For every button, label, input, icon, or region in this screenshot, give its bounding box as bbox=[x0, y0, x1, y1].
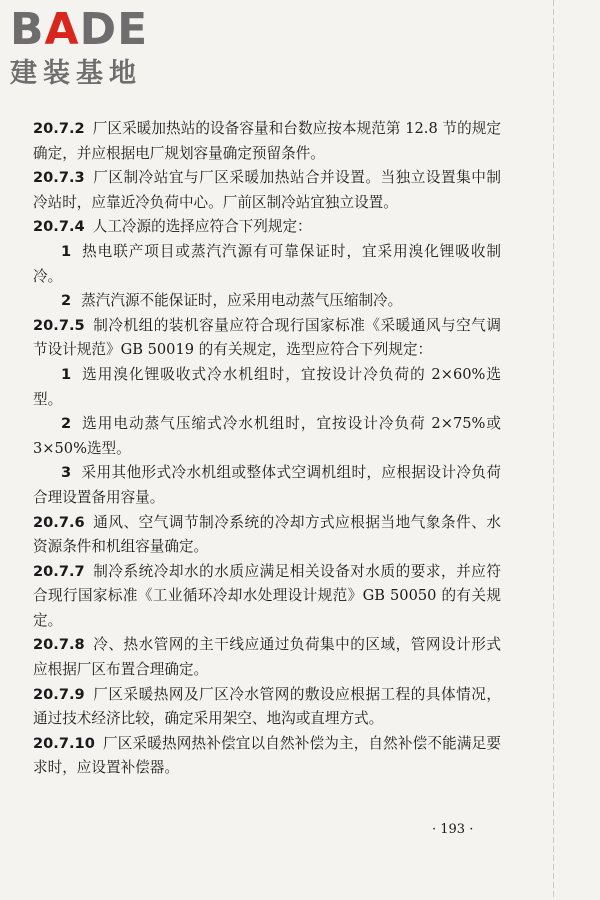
list-item bbox=[33, 412, 501, 461]
clause-paragraph bbox=[33, 732, 501, 781]
paragraph-text: 厂区采暖热网及厂区冷水管网的敷设应根据工程的具体情况，通过技术经济比较，确定采用架空、地沟或直埋方式。 bbox=[33, 685, 501, 728]
clause-number: 20.7.6 bbox=[33, 513, 85, 531]
paragraph-text: 厂区采暖热网热补偿宜以自然补偿为主，自然补偿不能满足要求时，应设置补偿器。 bbox=[33, 734, 501, 777]
clause-number: 20.7.9 bbox=[33, 685, 85, 703]
clause-paragraph bbox=[33, 215, 501, 240]
clause-number: 20.7.4 bbox=[33, 218, 85, 236]
clause-paragraph bbox=[33, 683, 501, 732]
list-item bbox=[33, 289, 501, 314]
paragraph-text: 冷、热水管网的主干线应通过负荷集中的区域，管网设计形式应根据厂区布置合理确定。 bbox=[33, 636, 501, 679]
clause-paragraph bbox=[33, 560, 501, 634]
item-number: 1 bbox=[61, 242, 72, 260]
list-item bbox=[33, 240, 501, 289]
clause-number: 20.7.2 bbox=[33, 120, 85, 137]
clause-paragraph bbox=[33, 314, 501, 363]
page-number: · 193 · bbox=[432, 822, 474, 837]
paragraph-text: 制冷机组的装机容量应符合现行国家标准《采暖通风与空气调节设计规范》GB 50019 的有关规定，选型应符合下列规定： bbox=[33, 316, 501, 359]
paragraph-text: 蒸汽汽源不能保证时，应采用电动蒸气压缩制冷。 bbox=[81, 292, 403, 310]
binding-line bbox=[553, 0, 554, 900]
clause-paragraph bbox=[33, 117, 501, 166]
logo-letters-de: DE bbox=[79, 4, 149, 55]
paragraph-text: 厂区采暖加热站的设备容量和台数应按本规范第 12.8 节的规定确定，并应根据电厂规划容量确定预留条件。 bbox=[33, 120, 501, 162]
list-item bbox=[33, 461, 501, 510]
paragraph-text: 选用溴化锂吸收式冷水机组时，宜按设计冷负荷的 2×60%选型。 bbox=[33, 365, 501, 408]
logo-letter-b: B bbox=[10, 4, 45, 55]
logo-subtitle: 建装基地 bbox=[10, 58, 142, 89]
clause-paragraph bbox=[33, 633, 501, 682]
clause-number: 20.7.10 bbox=[33, 734, 95, 752]
clause-number: 20.7.7 bbox=[33, 562, 85, 580]
list-item bbox=[33, 363, 501, 412]
paragraph-text: 制冷系统冷却水的水质应满足相关设备对水质的要求，并应符合现行国家标准《工业循环冷却水处理设计规范》GB 50050 的有关规定。 bbox=[33, 562, 501, 629]
logo-word bbox=[10, 6, 180, 54]
paragraph-text: 通风、空气调节制冷系统的冷却方式应根据当地气象条件、水资源条件和机组容量确定。 bbox=[33, 513, 501, 556]
clause-paragraph bbox=[33, 166, 501, 215]
clause-number: 20.7.3 bbox=[33, 169, 85, 187]
clause-number: 20.7.5 bbox=[33, 316, 85, 334]
paragraph-text: 采用其他形式冷水机组或整体式空调机组时，应根据设计冷负荷合理设置备用容量。 bbox=[33, 464, 501, 506]
brand-logo bbox=[10, 6, 180, 90]
item-number: 2 bbox=[61, 415, 72, 433]
paragraph-text: 人工冷源的选择应符合下列规定： bbox=[92, 218, 312, 236]
paragraph-text: 选用电动蒸气压缩式冷水机组时，宜按设计冷负荷 2×75%或 3×50%选型。 bbox=[33, 415, 501, 457]
document-body bbox=[33, 117, 501, 781]
item-number: 2 bbox=[61, 292, 72, 310]
clause-number: 20.7.8 bbox=[33, 636, 85, 654]
item-number: 1 bbox=[61, 365, 72, 383]
logo-letter-a-accent: A bbox=[44, 4, 80, 55]
paragraph-text: 厂区制冷站宜与厂区采暖加热站合并设置。当独立设置集中制冷站时，应靠近冷负荷中心。厂前区制冷站宜独立设置。 bbox=[33, 169, 501, 211]
clause-paragraph bbox=[33, 511, 501, 560]
paragraph-text: 热电联产项目或蒸汽汽源有可靠保证时，宜采用溴化锂吸收制冷。 bbox=[33, 242, 501, 285]
item-number: 3 bbox=[61, 464, 72, 482]
